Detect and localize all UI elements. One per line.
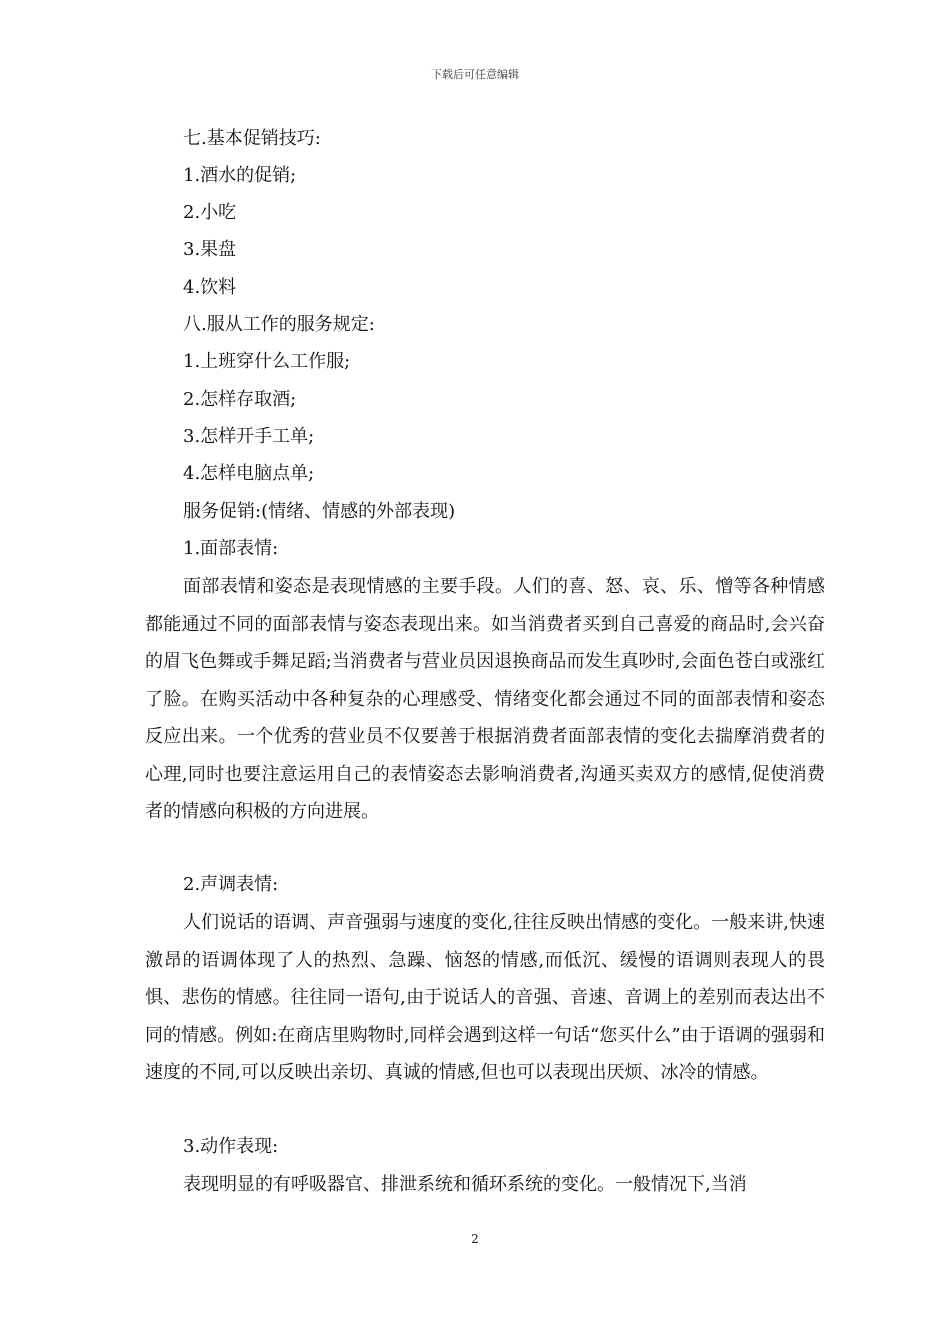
list-item: 1.上班穿什么工作服; <box>183 351 351 372</box>
list-item: 1.酒水的促销; <box>183 165 297 186</box>
service-promotion-heading: 服务促销:(情绪、情感的外部表现) <box>183 501 456 522</box>
subheading-facial: 1.面部表情: <box>183 538 279 559</box>
paragraph-action: 表现明显的有呼吸器官、排泄系统和循环系统的变化。一般情况下,当消 <box>183 1174 747 1195</box>
page-header: 下载后可任意编辑 <box>431 68 519 81</box>
section-heading-7: 七.基本促销技巧: <box>183 128 321 149</box>
list-item: 3.果盘 <box>183 239 237 260</box>
list-item: 4.饮料 <box>183 277 237 298</box>
list-item: 4.怎样电脑点单; <box>183 463 315 484</box>
subheading-tone: 2.声调表情: <box>183 874 279 895</box>
list-item: 3.怎样开手工单; <box>183 426 315 447</box>
section-heading-8: 八.服从工作的服务规定: <box>183 314 375 335</box>
paragraph-tone: 人们说话的语调、声音强弱与速度的变化,往往反映出情感的变化。一般来讲,快速激昂的语调体现了人的热烈、急躁、恼怒的情感,而低沉、缓慢的语调则表现人的畏惧、悲伤的情感。往往同一语句,由于说话人的音强、音速、音调上的差别而表达出不同的情感。例如:在商店里购物时,同样会遇到这样一句话“您买什么”由于语调的强弱和速度的不同,可以反映出亲切、真诚的情感,但也可以表现出厌烦、冰冷的情感。 <box>145 912 825 1083</box>
page-number: 2 <box>471 1232 479 1246</box>
list-item: 2.怎样存取酒; <box>183 389 297 410</box>
paragraph-facial: 面部表情和姿态是表现情感的主要手段。人们的喜、怒、哀、乐、憎等各种情感都能通过不同的面部表情与姿态表现出来。如当消费者买到自己喜爱的商品时,会兴奋的眉飞色舞或手舞足蹈;当消费者与营业员因退换商品而发生真吵时,会面色苍白或涨红了脸。在购买活动中各种复杂的心理感受、情绪变化都会通过不同的面部表情和姿态反应出来。一个优秀的营业员不仅要善于根据消费者面部表情的变化去揣摩消费者的心理,同时也要注意运用自己的表情姿态去影响消费者,沟通买卖双方的感情,促使消费者的情感向积极的方向进展。 <box>145 576 825 822</box>
list-item: 2.小吃 <box>183 202 237 223</box>
subheading-action: 3.动作表现: <box>183 1136 279 1157</box>
